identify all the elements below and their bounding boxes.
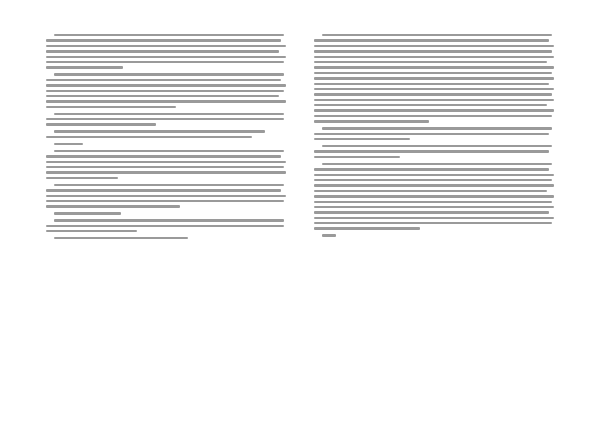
text-line [314, 104, 547, 106]
text-line [54, 34, 284, 36]
paragraph [314, 234, 554, 236]
text-line [314, 115, 552, 117]
text-line [46, 225, 284, 227]
text-line [314, 168, 549, 170]
running-head [314, 14, 554, 22]
paragraph [46, 143, 286, 145]
text-line [314, 184, 554, 186]
text-line [314, 109, 554, 111]
paragraph [314, 163, 554, 230]
text-line [46, 45, 286, 47]
paragraph [314, 145, 554, 158]
text-line [46, 61, 284, 63]
text-line [314, 120, 429, 122]
text-line [314, 133, 549, 135]
page-body-text [46, 34, 286, 239]
text-line [54, 150, 284, 152]
text-line [314, 156, 400, 158]
text-line [54, 219, 284, 221]
text-line [46, 50, 279, 52]
text-line [314, 88, 554, 90]
paragraph [46, 150, 286, 179]
text-line [314, 66, 554, 68]
text-line [314, 138, 410, 140]
text-line [46, 123, 156, 125]
text-line [322, 163, 552, 165]
text-line [46, 166, 284, 168]
text-line [314, 222, 552, 224]
text-line [314, 50, 552, 52]
text-line [314, 217, 554, 219]
text-line [54, 143, 83, 145]
text-line [46, 171, 286, 173]
text-line [314, 227, 420, 229]
text-line [46, 90, 284, 92]
text-line [46, 39, 281, 41]
text-line [54, 237, 188, 239]
paragraph [46, 212, 286, 214]
text-line [322, 127, 552, 129]
text-line [314, 93, 552, 95]
text-line [46, 95, 279, 97]
text-line [46, 195, 286, 197]
paragraph [46, 130, 286, 138]
paragraph [46, 113, 286, 126]
paragraph [46, 73, 286, 108]
text-line [46, 136, 252, 138]
text-line [314, 174, 554, 176]
text-line [314, 201, 552, 203]
text-line [46, 106, 176, 108]
text-line [46, 177, 118, 179]
text-line [46, 118, 284, 120]
text-line [46, 230, 137, 232]
running-head [46, 14, 286, 22]
text-line [54, 212, 121, 214]
text-line [322, 234, 336, 236]
text-line [314, 195, 554, 197]
text-line [46, 79, 281, 81]
text-line [54, 73, 284, 75]
text-line [46, 189, 281, 191]
paragraph [46, 34, 286, 69]
text-line [322, 34, 552, 36]
text-line [314, 56, 554, 58]
paragraph [46, 237, 286, 239]
text-line [54, 130, 265, 132]
text-line [54, 113, 284, 115]
right-page [300, 0, 600, 424]
paragraph [314, 127, 554, 140]
text-line [46, 66, 123, 68]
paragraph [314, 34, 554, 123]
text-line [314, 45, 554, 47]
text-line [314, 77, 554, 79]
text-line [314, 211, 549, 213]
text-line [314, 83, 549, 85]
text-line [322, 145, 552, 147]
text-line [314, 61, 547, 63]
paragraph [46, 219, 286, 232]
text-line [314, 190, 547, 192]
text-line [314, 179, 552, 181]
page-body-text [314, 34, 554, 237]
text-line [46, 100, 286, 102]
text-line [314, 39, 549, 41]
text-line [314, 206, 554, 208]
text-line [46, 161, 286, 163]
text-line [314, 72, 552, 74]
text-line [46, 155, 281, 157]
text-line [314, 150, 549, 152]
text-line [46, 205, 180, 207]
text-line [314, 99, 554, 101]
text-line [54, 184, 284, 186]
text-line [46, 200, 284, 202]
text-line [46, 84, 286, 86]
paragraph [46, 184, 286, 208]
text-line [46, 56, 286, 58]
